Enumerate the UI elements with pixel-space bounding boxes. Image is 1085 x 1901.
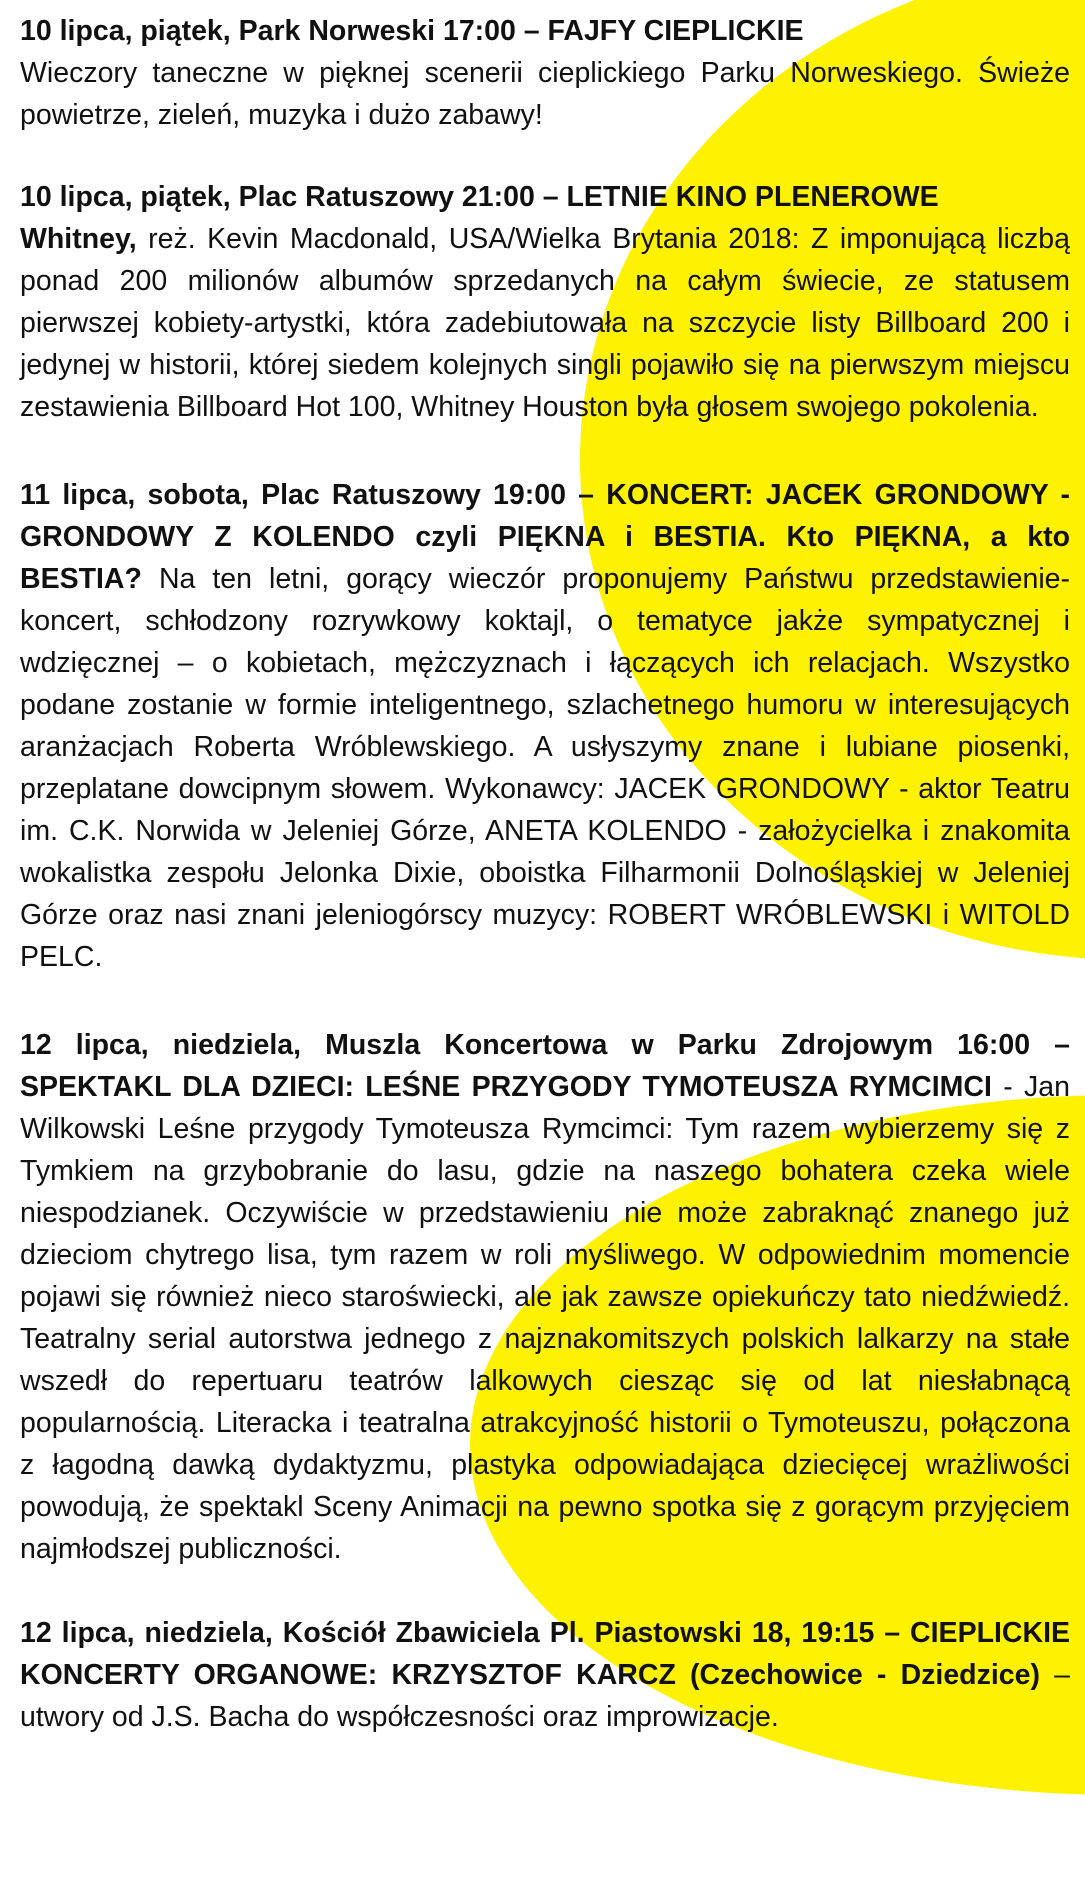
event-list xyxy=(20,10,1070,1784)
event-description: – utwory od J.S. Bacha do współczesności oraz improwizacje. xyxy=(20,1659,1070,1733)
event-description: Wieczory taneczne w pięknej scenerii cieplickiego Parku Norweskiego. Świeże powietrze, zieleń, muzyka i dużo zabawy! xyxy=(20,57,1070,131)
event-item xyxy=(20,474,1070,978)
event-paragraph xyxy=(20,1612,1070,1738)
event-paragraph xyxy=(20,474,1070,978)
event-heading: 11 lipca, sobota, Plac Ratuszowy 19:00 – KONCERT: JACEK GRONDOWY - GRONDOWY Z KOLENDO czyli PIĘKNA i BESTIA. Kto PIĘKNA, a kto BESTIA? xyxy=(20,479,1070,595)
event-paragraph xyxy=(20,1024,1070,1570)
event-item xyxy=(20,176,1070,428)
event-paragraph xyxy=(20,10,1070,136)
event-heading: 10 lipca, piątek, Plac Ratuszowy 21:00 – LETNIE KINO PLENEROWE xyxy=(20,181,939,213)
event-heading: 10 lipca, piątek, Park Norweski 17:00 – FAJFY CIEPLICKIE xyxy=(20,15,804,47)
event-description: Na ten letni, gorący wieczór proponujemy Państwu przedstawienie-koncert, schłodzony rozrywkowy koktajl, o tematyce jakże sympatycznej i wdzięcznej – o kobietach, mężczyznach i łączących ich relacjach. Wszystko podane zostanie w formie inteligentnego, szlachetnego humoru w interesujących aranżacjach Roberta Wróblewskiego. A usłyszymy znane i lubiane piosenki, przeplatane dowcipnym słowem. Wykonawcy: JACEK GRONDOWY - aktor Teatru im. C.K. Norwida w Jeleniej Górze, ANETA KOLENDO - założycielka i znakomita wokalistka zespołu Jelonka Dixie, oboistka Filharmonii Dolnośląskiej w Jeleniej Górze oraz nasi znani jeleniogórscy muzycy: ROBERT WRÓBLEWSKI i WITOLD PELC. xyxy=(20,563,1071,973)
event-heading: 12 lipca, niedziela, Kościół Zbawiciela Pl. Piastowski 18, 19:15 – CIEPLICKIE KONCERTY ORGANOWE: KRZYSZTOF KARCZ (Czechowice - Dziedzice) xyxy=(20,1617,1070,1691)
event-item xyxy=(20,1024,1070,1570)
event-description: reż. Kevin Macdonald, USA/Wielka Brytania 2018: Z imponującą liczbą ponad 200 milionów albumów sprzedanych na całym świecie, ze statusem pierwszej kobiety-artystki, która zadebiutowała na szczycie listy Billboard 200 i jedynej w historii, której siedem kolejnych singli pojawiło się na pierwszym miejscu zestawienia Billboard Hot 100, Whitney Houston była głosem swojego pokolenia. xyxy=(20,223,1070,423)
event-heading: 12 lipca, niedziela, Muszla Koncertowa w Parku Zdrojowym 16:00 – SPEKTAKL DLA DZIECI: LEŚNE PRZYGODY TYMOTEUSZA RYMCIMCI xyxy=(20,1029,1070,1103)
event-item xyxy=(20,10,1070,136)
event-item xyxy=(20,1612,1070,1738)
film-title: Whitney, xyxy=(20,223,137,255)
event-description: - Jan Wilkowski Leśne przygody Tymoteusza Rymcimci: Tym razem wybierzemy się z Tymkiem na grzybobranie do lasu, gdzie na naszego bohatera czeka wiele niespodzianek. Oczywiście w przedstawieniu nie może zabraknąć znanego już dzieciom chytrego lisa, tym razem w roli myśliwego. W odpowiednim momencie pojawi się również nieco staroświecki, ale jak zawsze opiekuńczy tato niedźwiedź. Teatralny serial autorstwa jednego z najznakomitszych polskich lalkarzy na stałe wszedł do repertuaru teatrów lalkowych ciesząc się od lat niesłabnącą popularnością. Literacka i teatralna atrakcyjność historii o Tymoteuszu, połączona z łagodną dawką dydaktyzmu, plastyka odpowiadająca dziecięcej wrażliwości powodują, że spektakl Sceny Animacji na pewno spotka się z gorącym przyjęciem najmłodszej publiczności. xyxy=(20,1071,1070,1565)
event-paragraph xyxy=(20,176,1070,428)
